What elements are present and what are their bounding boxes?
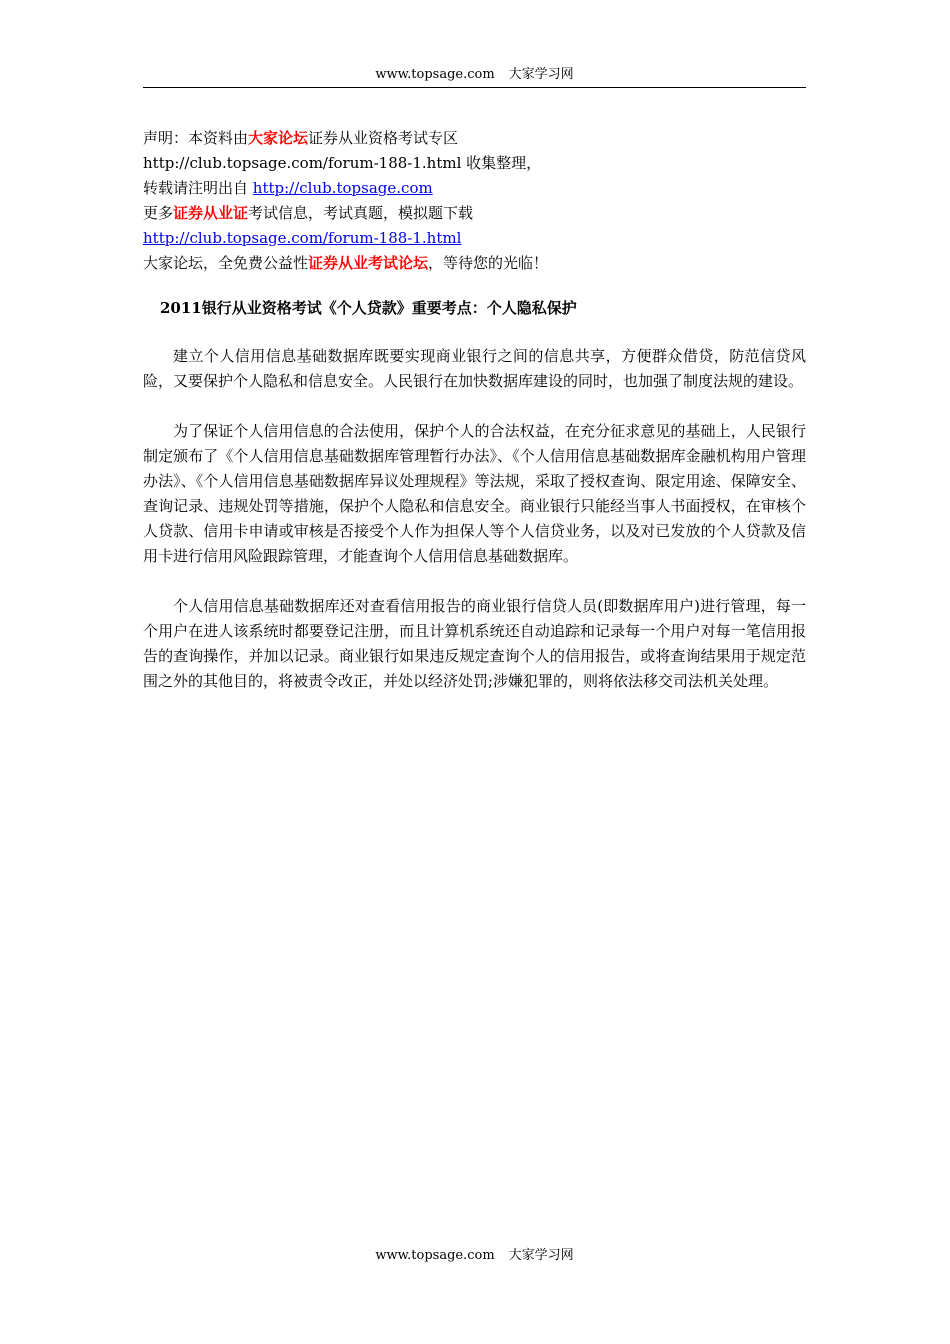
forum-type-highlight: 证券从业考试论坛: [308, 254, 429, 272]
article-title: 2011银行从业资格考试《个人贷款》重要考点：个人隐私保护: [160, 299, 577, 317]
page-footer: [143, 1247, 806, 1265]
declaration-text: 转载请注明出自: [143, 179, 253, 197]
footer-site: www.topsage.com: [375, 1248, 495, 1263]
document-body: [143, 126, 806, 694]
declaration-line-1: [143, 126, 806, 151]
declaration-line-4: [143, 201, 806, 226]
forum-section-link[interactable]: http://club.topsage.com/forum-188-1.html: [143, 229, 462, 247]
article-paragraph: 建立个人信用信息基础数据库既要实现商业银行之间的信息共享，方便群众借贷，防范信贷风险，又要保护个人隐私和信息安全。人民银行在加快数据库建设的同时，也加强了制度法规的建设。: [143, 347, 806, 390]
declaration-line-3: [143, 176, 806, 201]
exam-name-highlight: 证券从业证: [173, 204, 249, 222]
declaration-text: 大家论坛，全免费公益性: [143, 254, 309, 272]
header-site: www.topsage.com: [375, 67, 495, 82]
declaration-line-5: [143, 226, 806, 251]
article-paragraph: 个人信用信息基础数据库还对查看信用报告的商业银行信贷人员(即数据库用户)进行管理，每一个用户在进人该系统时都要登记注册，而且计算机系统还自动追踪和记录每一个用户对每一笔信用报告的查询操作，并加以记录。商业银行如果违反规定查询个人的信用报告，或将查询结果用于规定范围之外的其他目的，将被责令改正，并处以经济处罚;涉嫌犯罪的，则将依法移交司法机关处理。: [143, 597, 806, 690]
declaration-line-2: http://club.topsage.com/forum-188-1.html 收集整理，: [143, 154, 542, 172]
declaration-line-6: [143, 251, 806, 276]
declaration-block: [143, 126, 806, 276]
declaration-text: 考试信息，考试真题，模拟题下载: [248, 204, 474, 222]
article-paragraph: 为了保证个人信用信息的合法使用，保护个人的合法权益，在充分征求意见的基础上，人民银行制定颁布了《个人信用信息基础数据库管理暂行办法》、《个人信用信息基础数据库金融机构用户管理办法》、《个人信用信息基础数据库异议处理规程》等法规，采取了授权查询、限定用途、保障安全、查询记录、违规处罚等措施，保护个人隐私和信息安全。商业银行只能经当事人书面授权，在审核个人贷款、信用卡申请或审核是否接受个人作为担保人等个人信贷业务，以及对已发放的个人贷款及信用卡进行信用风险跟踪管理，才能查询个人信用信息基础数据库。: [143, 422, 806, 565]
footer-site-name: 大家学习网: [508, 1248, 574, 1263]
page-header: [143, 66, 806, 88]
declaration-text: 声明：本资料由: [143, 129, 249, 147]
declaration-text: 证券从业资格考试专区: [308, 129, 459, 147]
forum-name-highlight: 大家论坛: [248, 129, 309, 147]
club-home-link[interactable]: http://club.topsage.com: [252, 179, 433, 197]
declaration-text: 更多: [143, 204, 174, 222]
declaration-text: ，等待您的光临！: [428, 254, 549, 272]
header-site-name: 大家学习网: [508, 67, 574, 82]
